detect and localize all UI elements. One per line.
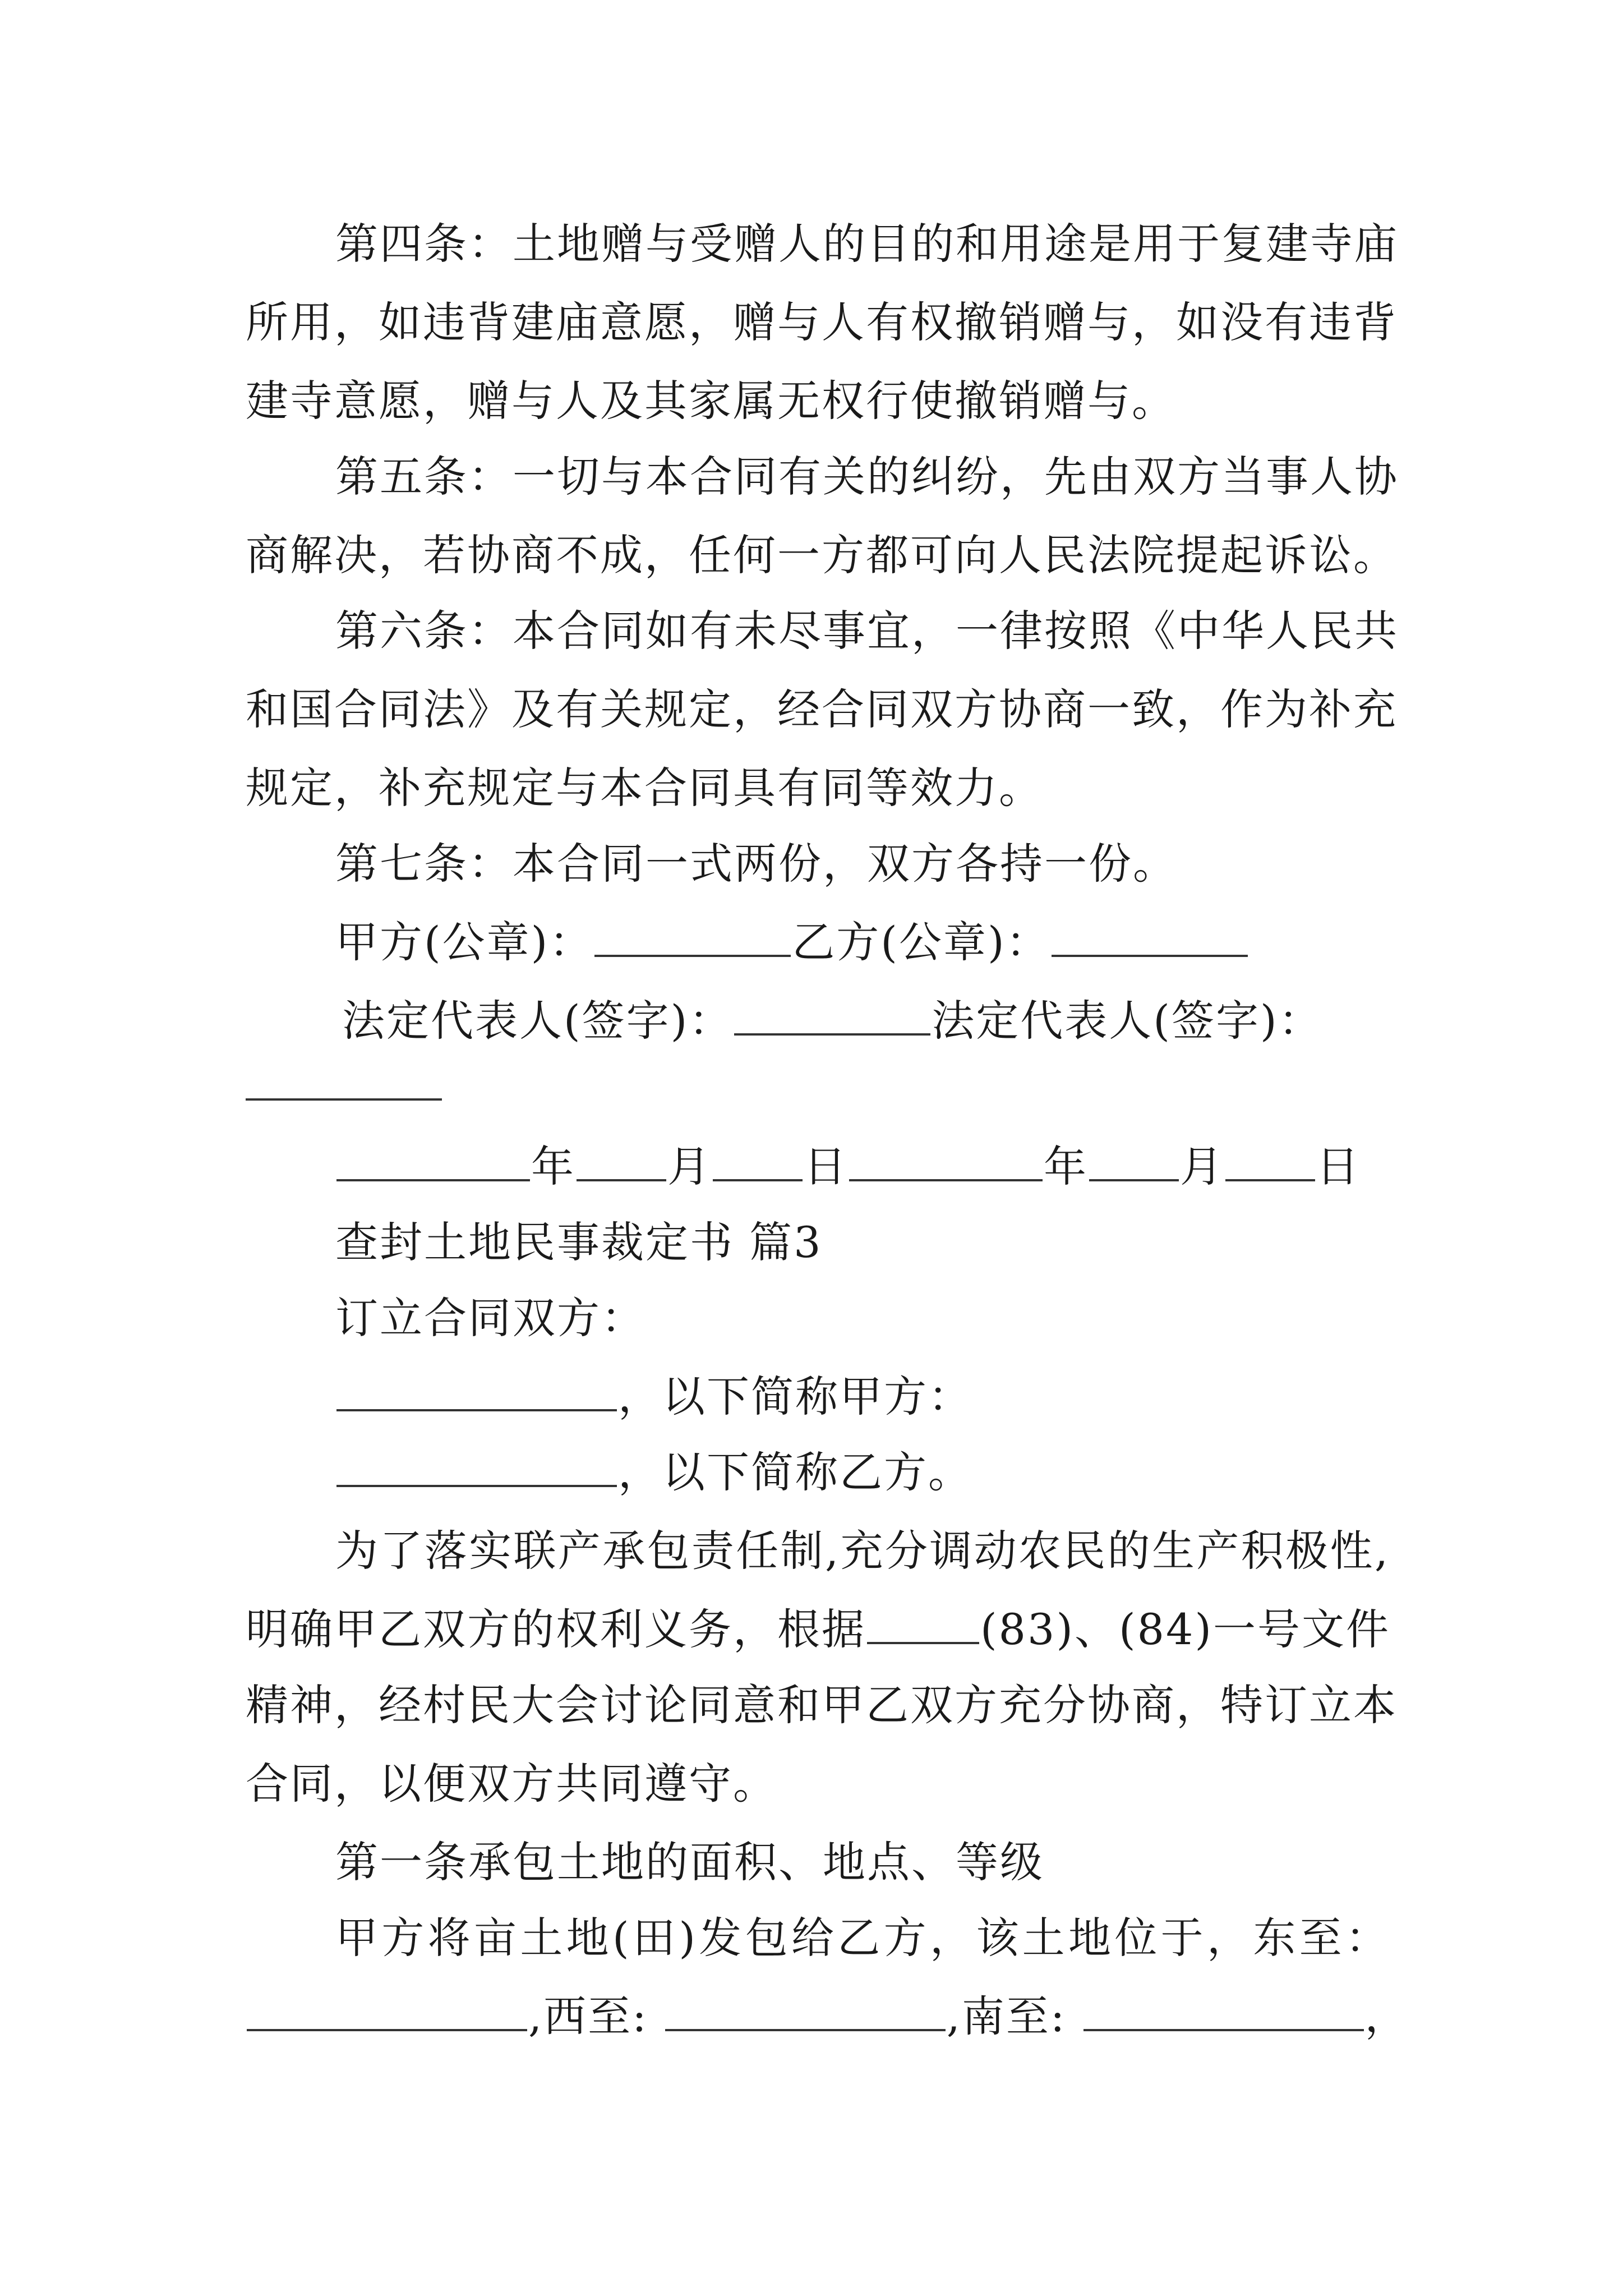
article-7-line: 第七条：本合同一式两份，双方各持一份。 bbox=[335, 839, 1177, 889]
date-b-year-blank bbox=[849, 1179, 1043, 1181]
date-a-day-blank bbox=[713, 1179, 803, 1181]
article-5-line-2: 商解决，若协商不成，任何一方都可向人民法院提起诉讼。 bbox=[246, 530, 1398, 580]
date-a-year-label: 年 bbox=[531, 1142, 575, 1191]
purpose-line-2 bbox=[246, 1602, 1390, 1658]
parties-intro: 订立合同双方： bbox=[335, 1293, 645, 1343]
trailing-comma: ， bbox=[1364, 1991, 1409, 2041]
date-b-month-blank bbox=[1089, 1179, 1179, 1181]
purpose-line-1: 为了落实联产承包责任制,充分调动农民的生产积极性, bbox=[335, 1526, 1390, 1576]
date-a-year-blank bbox=[336, 1179, 530, 1181]
seal-line bbox=[335, 914, 1390, 970]
article-5-line-1: 第五条：一切与本合同有关的纠纷，先由双方当事人协 bbox=[335, 452, 1399, 501]
south-label: ,南至: bbox=[946, 1991, 1067, 2041]
article-4-line-3: 建寺意愿，赠与人及其家属无权行使撤销赠与。 bbox=[246, 376, 1176, 426]
article-4-line-1: 第四条：土地赠与受赠人的目的和用途是用于复建寺庙 bbox=[335, 219, 1399, 269]
party-b-suffix: ，以下简称乙方。 bbox=[618, 1447, 972, 1497]
date-a-month-blank bbox=[577, 1179, 666, 1181]
party-a-name-blank bbox=[336, 1409, 617, 1411]
party-a-seal-label: 甲方(公章)： bbox=[335, 917, 594, 967]
west-label: ,西至: bbox=[528, 1991, 648, 2041]
date-b-month-label: 月 bbox=[1180, 1142, 1224, 1191]
party-b-seal-blank bbox=[1052, 955, 1248, 957]
party-a-line bbox=[335, 1369, 1390, 1425]
legal-rep-a-blank bbox=[734, 1033, 930, 1036]
party-b-line bbox=[335, 1444, 1390, 1501]
legal-rep-b-label: 法定代表人(签字)： bbox=[932, 996, 1323, 1046]
purpose-line-2-b: (83)、(84)一号文件 bbox=[980, 1604, 1391, 1654]
south-blank bbox=[1083, 2029, 1364, 2031]
date-b-day-blank bbox=[1225, 1179, 1315, 1181]
date-a-month-label: 月 bbox=[667, 1142, 712, 1191]
article-6-line-3: 规定，补充规定与本合同具有同等效力。 bbox=[246, 763, 1043, 813]
purpose-line-2-a: 明确甲乙双方的权利义务，根据 bbox=[246, 1604, 866, 1654]
purpose-line-3: 精神，经村民大会讨论同意和甲乙双方充分协商，特订立本 bbox=[246, 1680, 1398, 1730]
boundaries-line bbox=[246, 1989, 1409, 2045]
section-3-title: 查封土地民事裁定书 篇3 bbox=[335, 1217, 823, 1267]
party-b-seal-label: 乙方(公章)： bbox=[792, 917, 1050, 967]
east-blank bbox=[247, 2029, 527, 2031]
basis-blank bbox=[867, 1642, 979, 1644]
legal-rep-line bbox=[342, 993, 1396, 1049]
article-4-line-2: 所用，如违背建庙意愿，赠与人有权撤销赠与，如没有违背 bbox=[246, 297, 1398, 347]
legal-rep-b-blank bbox=[246, 1098, 442, 1101]
party-a-seal-blank bbox=[594, 955, 791, 957]
date-line bbox=[335, 1139, 1390, 1195]
legal-rep-a-label: 法定代表人(签字)： bbox=[342, 996, 734, 1046]
article-6-line-1: 第六条：本合同如有未尽事宜，一律按照《中华人民共 bbox=[335, 606, 1399, 656]
purpose-line-4: 合同，以便双方共同遵守。 bbox=[246, 1759, 777, 1809]
party-a-suffix: ，以下简称甲方： bbox=[618, 1372, 972, 1421]
date-b-year-label: 年 bbox=[1044, 1142, 1088, 1191]
date-b-day-label: 日 bbox=[1316, 1142, 1361, 1191]
date-a-day-label: 日 bbox=[804, 1142, 848, 1191]
west-blank bbox=[665, 2029, 946, 2031]
article-1-title: 第一条承包土地的面积、地点、等级 bbox=[335, 1837, 1044, 1887]
article-6-line-2: 和国合同法》及有关规定，经合同双方协商一致，作为补充 bbox=[246, 684, 1398, 734]
party-b-name-blank bbox=[336, 1485, 617, 1487]
article-1-line-1: 甲方将亩土地(田)发包给乙方，该土地位于，东至： bbox=[335, 1913, 1390, 1963]
